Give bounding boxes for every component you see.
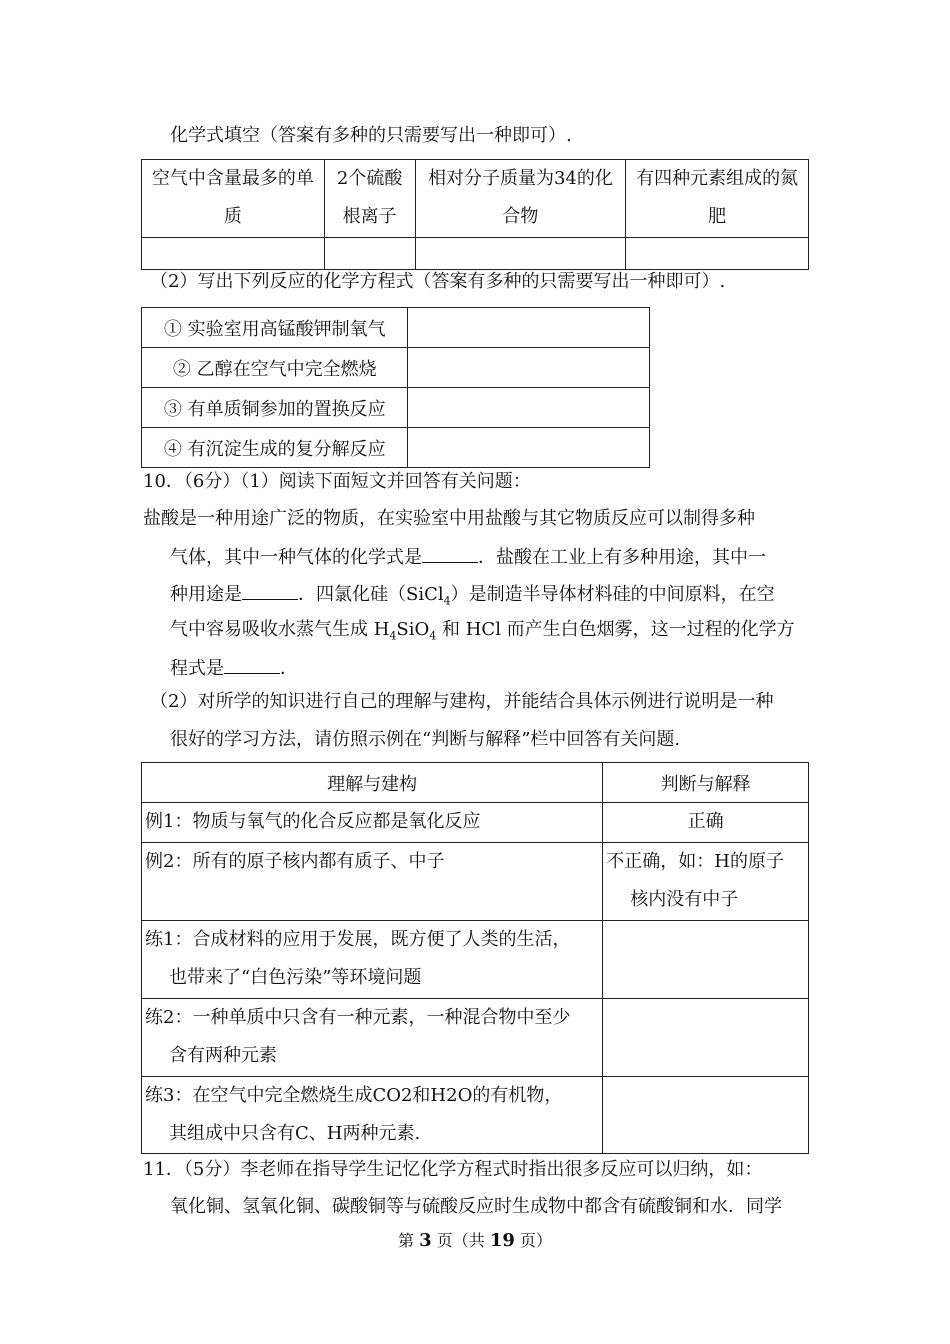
q10-para-line: 种用途是 ．四氯化硅（SiCl$_4$）是制造半导体材料硅的中间原料，在空	[170, 581, 775, 614]
table-row-statement: 练3：在空气中完全燃烧生成CO2和H2O的有机物， 其组成中只含有C、H两种元素.	[142, 1077, 603, 1154]
table-row-statement: 练2：一种单质中只含有一种元素，一种混合物中至少 含有两种元素	[142, 999, 603, 1077]
answer-blank[interactable]	[224, 655, 280, 674]
current-page-number: 3	[419, 1230, 432, 1251]
equation-prompt: ③ 有单质铜参加的置换反应	[142, 388, 408, 428]
equation-answer[interactable]	[408, 388, 650, 428]
q9-part2: （2）写出下列反应的化学方程式（答案有多种的只需要写出一种即可）.	[150, 271, 726, 292]
equation-answer[interactable]	[408, 308, 650, 348]
answer-cell[interactable]	[626, 238, 809, 270]
answer-cell[interactable]	[324, 238, 415, 270]
q11-line: 11．（5分）李老师在指导学生记忆化学方程式时指出很多反应可以归纳，如：	[143, 1159, 763, 1180]
equation-prompt: ① 实验室用高锰酸钾制氧气	[142, 308, 408, 348]
answer-blank[interactable]	[422, 544, 478, 563]
q10-para-line: 气体，其中一种气体的化学式是 ．盐酸在工业上有多种用途，其中一	[170, 544, 766, 570]
answer-blank[interactable]	[242, 581, 298, 600]
answer-cell[interactable]	[142, 238, 325, 270]
understanding-table	[141, 762, 809, 1154]
formula-header-3: 相对分子质量为34的化 合物	[415, 160, 626, 238]
table-row-statement: 例2：所有的原子核内都有质子、中子	[142, 843, 603, 921]
q10-part2-line: 很好的学习方法，请仿照示例在“判断与解释”栏中回答有关问题.	[170, 729, 681, 750]
q10-heading: 10．（6分）（1）阅读下面短文并回答有关问题：	[143, 471, 531, 492]
q10-para-line: 气中容易吸收水蒸气生成 $H_4SiO_4$ 和 HCl 而产生白色烟雾，这一过程的化学方	[170, 619, 795, 643]
q9-intro: 化学式填空（答案有多种的只需要写出一种即可）.	[170, 125, 572, 146]
formula-table	[141, 159, 809, 270]
table-row-statement: 练1：合成材料的应用于发展，既方便了人类的生活， 也带来了“白色污染”等环境问题	[142, 921, 603, 999]
equation-answer[interactable]	[408, 348, 650, 388]
q10-para-line: 程式是 ．	[170, 655, 298, 681]
col-header-judgment: 判断与解释	[603, 763, 809, 803]
table-row-statement: 例1：物质与氧气的化合反应都是氧化反应	[142, 803, 603, 843]
q10-para-line: 盐酸是一种用途广泛的物质，在实验室中用盐酸与其它物质反应可以制得多种	[143, 508, 755, 529]
q11-line: 氧化铜、氢氧化铜、碳酸铜等与硫酸反应时生成物中都含有硫酸铜和水．同学	[170, 1196, 782, 1217]
formula-header-1: 空气中含量最多的单 质	[142, 160, 325, 238]
table-row-answer[interactable]	[603, 999, 809, 1077]
equation-prompt: ② 乙醇在空气中完全燃烧	[142, 348, 408, 388]
equation-answer[interactable]	[408, 428, 650, 468]
q10-part2-line: （2）对所学的知识进行自己的理解与建构，并能结合具体示例进行说明是一种	[150, 691, 774, 712]
table-row-judgment: 不正确，如：H的原子 核内没有中子	[603, 843, 809, 921]
table-row-judgment: 正确	[603, 803, 809, 843]
total-pages-number: 19	[489, 1230, 515, 1251]
answer-cell[interactable]	[415, 238, 626, 270]
formula-header-4: 有四种元素组成的氮 肥	[626, 160, 809, 238]
col-header-understanding: 理解与建构	[142, 763, 603, 803]
table-row-answer[interactable]	[603, 921, 809, 999]
equation-prompt: ④ 有沉淀生成的复分解反应	[142, 428, 408, 468]
formula-header-2: 2个硫酸 根离子	[324, 160, 415, 238]
table-row-answer[interactable]	[603, 1077, 809, 1154]
equation-table	[141, 307, 650, 468]
page-footer: 第 3 页（共 19 页）	[397, 1230, 552, 1251]
